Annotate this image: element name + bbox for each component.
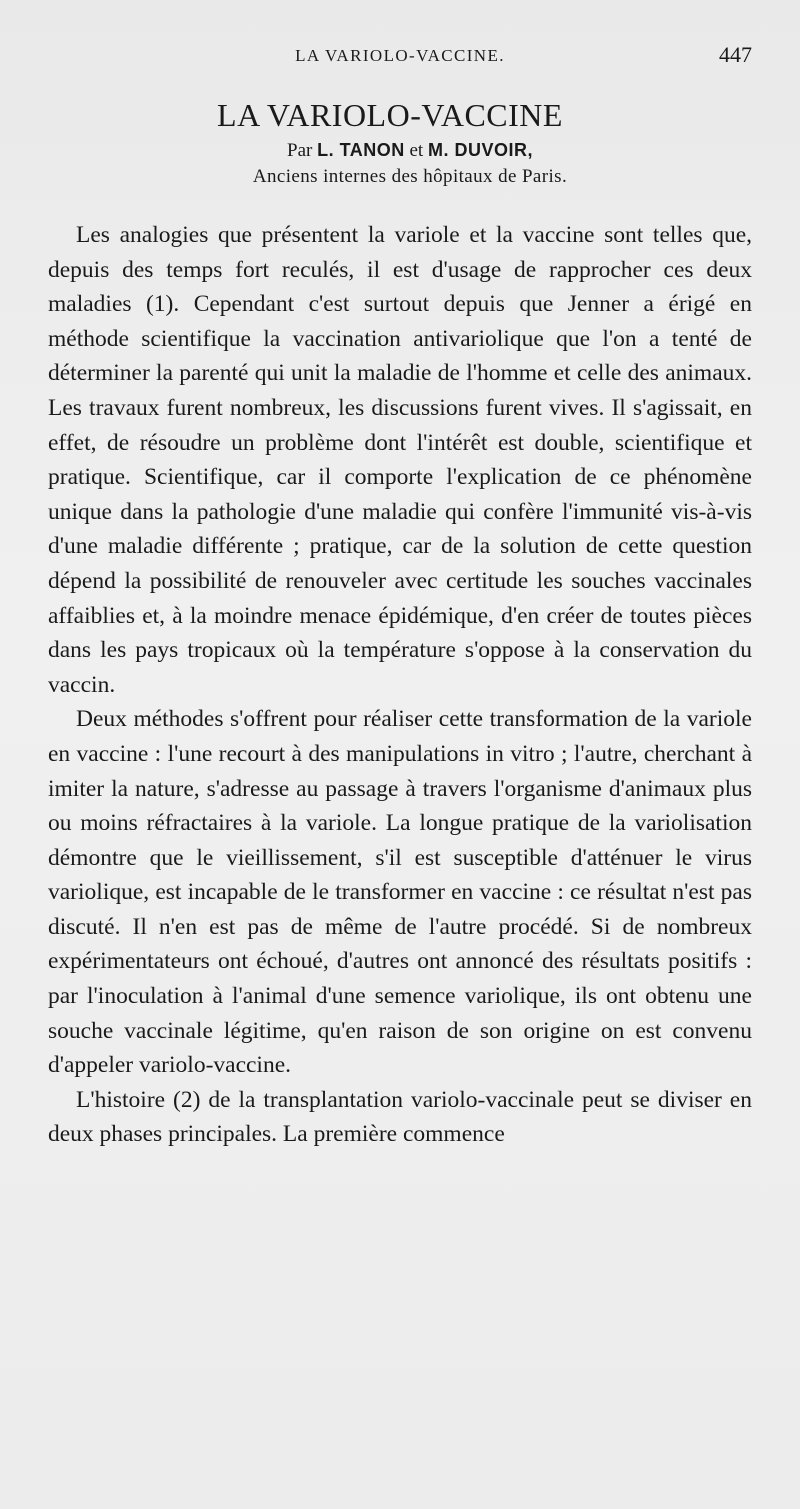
author-affiliation: Anciens internes des hôpitaux de Paris.	[252, 166, 568, 187]
author-duvoir: M. DUVOIR,	[427, 140, 533, 160]
page-number: 447	[719, 42, 752, 67]
byline-prefix: Par	[287, 140, 318, 161]
article-title: LA VARIOLO-VACCINE	[217, 97, 563, 133]
byline	[68, 138, 752, 163]
paragraph-3: L'histoire (2) de la transplantation variolo-vaccinale peut se diviser en deux phases principales. La première commence	[48, 1086, 752, 1148]
article-body	[48, 218, 752, 1152]
article-heading	[48, 92, 752, 189]
paragraph-2: Deux méthodes s'offrent pour réaliser cette transformation de la variole en vaccine : l'une recourt à des manipulations in vitro ; l'autre, cherchant à imiter la nature, s'adresse au passage à travers l'organisme d'animaux plus ou moins réfractaires à la variole. La longue pratique de la variolisation démontre que le vieillissement, s'il est susceptible d'atténuer le virus variolique, est incapable de le transformer en vaccine : ce résultat n'est pas discuté. Il n'en est pas de même de l'autre procédé. Si de nombreux expérimentateurs ont échoué, d'autres ont annoncé des résultats positifs : par l'inoculation à l'animal d'une semence variolique, ils ont obtenu une souche vaccinale légitime, qu'en raison de son origine on est convenu d'appeler variolo-vaccine.	[48, 706, 752, 1079]
author-tanon: L. TANON	[317, 140, 405, 160]
byline-conjunction: et	[404, 140, 428, 161]
running-header	[48, 40, 752, 74]
paragraph-1: Les analogies que présentent la variole et la vaccine sont telles que, depuis des temps fort reculés, il est d'usage de rapprocher ces deux maladies (1). Cependant c'est surtout depuis que Jenner a érigé en méthode scientifique la vaccination antivariolique que l'on a tenté de déterminer la parenté qui unit la maladie de l'homme et celle des animaux. Les travaux furent nombreux, les discussions furent vives. Il s'agissait, en effet, de résoudre un problème dont l'intérêt est double, scientifique et pratique. Scientifique, car il comporte l'explication de ce phénomène unique dans la pathologie d'une maladie qui confère l'immunité vis-à-vis d'une maladie différente ; pratique, car de la solution de cette question dépend la possibilité de renouveler avec certitude les souches vaccinales affaiblies et, à la moindre menace épidémique, d'en créer de toutes pièces dans les pays tropicaux où la température s'oppose à la conservation du vaccin.	[48, 222, 752, 698]
running-title: LA VARIOLO-VACCINE.	[295, 46, 505, 65]
